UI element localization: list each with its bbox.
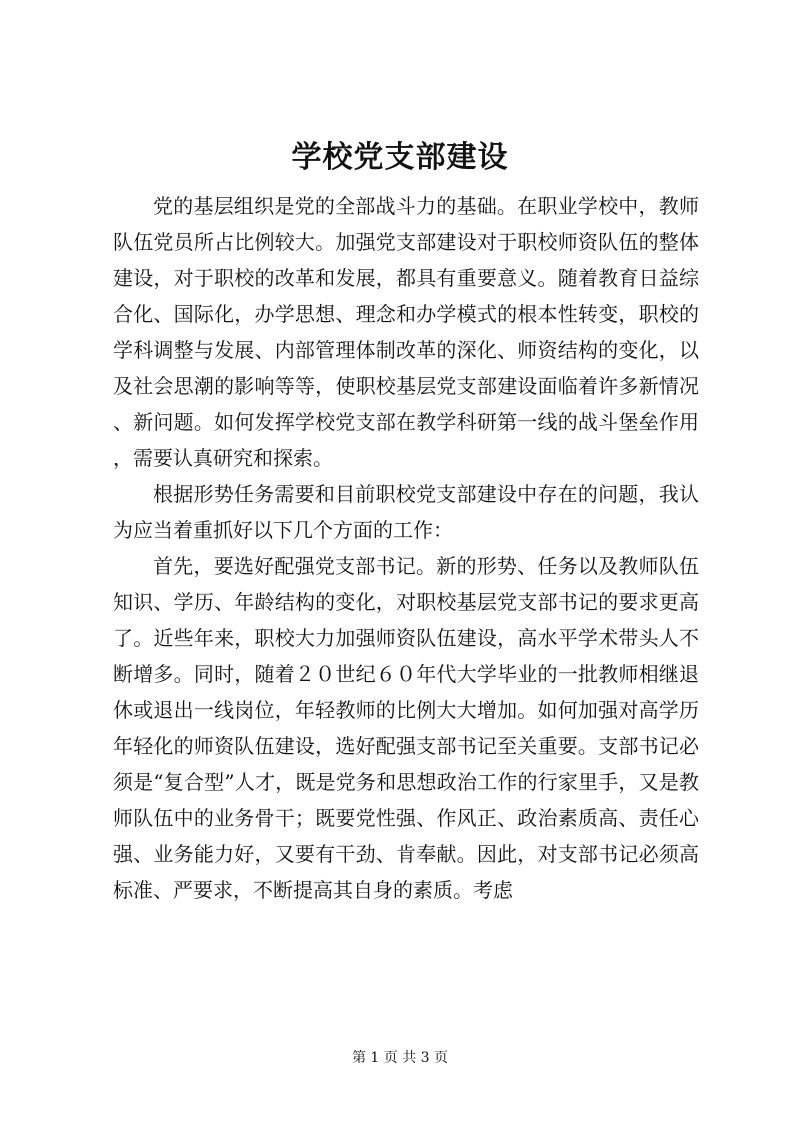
paragraph-1: 党的基层组织是党的全部战斗力的基础。在职业学校中，教师队伍党员所占比例较大。加强党支部建设对于职校师资队伍的整体建设，对于职校的改革和发展，都具有重要意义。随着教育日益综合化、国际化，办学思想、理念和办学模式的根本性转变，职校的学科调整与发展、内部管理体制改革的深化、师资结构的变化，以及社会思潮的影响等等，使职校基层党支部建设面临着许多新情况、新问题。如何发挥学校党支部在教学科研第一线的战斗堡垒作用，需要认真研究和探索。: [113, 194, 699, 470]
paragraph-2: 根据形势任务需要和目前职校党支部建设中存在的问题，我认为应当着重抓好以下几个方面的工作：: [113, 482, 699, 542]
page-footer: 第 1 页 共 3 页: [351, 1050, 449, 1066]
document-body: [113, 188, 699, 908]
paragraph-3: 首先，要选好配强党支部书记。新的形势、任务以及教师队伍知识、学历、年龄结构的变化，对职校基层党支部书记的要求更高了。近些年来，职校大力加强师资队伍建设，高水平学术带头人不断增多。同时，随着２０世纪６０年代大学毕业的一批教师相继退休或退出一线岗位，年轻教师的比例大大增加。如何加强对高学历年轻化的师资队伍建设，选好配强支部书记至关重要。支部书记必须是“复合型”人才，既是党务和思想政治工作的行家里手，又是教师队伍中的业务骨干；既要党性强、作风正、政治素质高、责任心强、业务能力好，又要有干劲、肯奉献。因此，对支部书记必须高标准、严要求，不断提高其自身的素质。考虑: [113, 554, 699, 902]
document-title: 学校党支部建设: [291, 140, 509, 175]
